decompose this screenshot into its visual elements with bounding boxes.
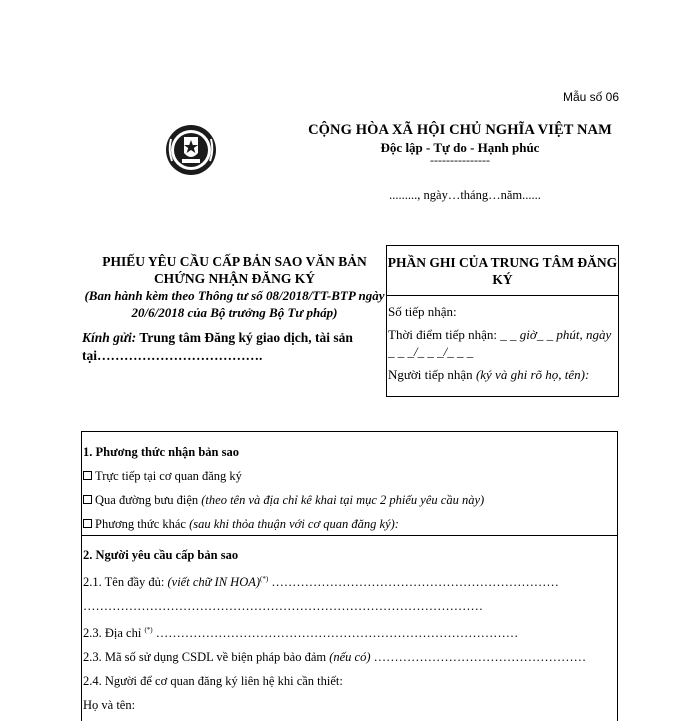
- date-line: ........., ngày…tháng…năm......: [389, 188, 541, 202]
- national-header: [300, 122, 620, 168]
- national-emblem-icon: [162, 123, 220, 177]
- address-label: 2.3. Địa chỉ: [83, 626, 142, 641]
- option-other-label: Phương thức khác: [95, 517, 186, 531]
- center-box-title: PHẦN GHI CỦA TRUNG TÂM ĐĂNG KÝ: [387, 246, 618, 296]
- request-title: PHIẾU YÊU CẦU CẤP BẢN SAO VĂN BẢN CHỨNG NHẬN ĐĂNG KÝ: [102, 254, 367, 286]
- country-name: CỘNG HÒA XÃ HỘI CHỦ NGHĨA VIỆT NAM: [308, 122, 612, 138]
- full-name-required-mark: (*): [260, 575, 269, 583]
- csdl-code-label: 2.3. Mã số sử dụng CSDL về biện pháp bảo đảm: [83, 650, 327, 665]
- form-number: Mẫu số 06: [563, 90, 620, 104]
- request-subtitle: (Ban hành kèm theo Thông tư số 08/2018/TT-BTP ngày 20/6/2018 của Bộ trưởng Bộ Tư pháp): [84, 288, 385, 320]
- option-post-label: Qua đường bưu điện: [95, 493, 199, 507]
- section-receive-method: [82, 432, 617, 536]
- full-name-row[interactable]: [83, 567, 617, 594]
- full-name-continuation[interactable]: ……………………………………………………………………………………: [83, 599, 483, 614]
- contact-person-label: 2.4. Người để cơ quan đăng ký liên hệ khi cần thiết:: [83, 674, 343, 689]
- request-form-table: [81, 431, 618, 721]
- option-post[interactable]: [83, 488, 617, 512]
- contact-name-label[interactable]: Họ và tên:: [83, 698, 136, 713]
- full-name-dots: ……………………………………………………………: [271, 575, 559, 590]
- checkbox-direct[interactable]: [83, 471, 92, 480]
- option-other-note: (sau khi thỏa thuận với cơ quan đăng ký):: [189, 517, 399, 531]
- addressee: [82, 329, 382, 365]
- checkbox-other[interactable]: [83, 519, 92, 528]
- option-other[interactable]: [83, 512, 617, 536]
- request-title-block: [82, 253, 387, 321]
- option-post-note: (theo tên và địa chỉ kê khai tại mục 2 phiếu yêu cầu này): [201, 493, 485, 507]
- csdl-code-note: (nếu có): [329, 650, 371, 665]
- receipt-time-label: Thời điểm tiếp nhận:: [388, 327, 498, 342]
- checkbox-post[interactable]: [83, 495, 92, 504]
- receipt-time-value: _ _ giờ_ _ phút, ngày _ _ _/_ _ _/_ _ _: [388, 327, 612, 359]
- address-dots: ……………………………………………………………………………: [155, 626, 519, 641]
- section-requester: [82, 536, 617, 717]
- section2-heading: 2. Người yêu cầu cấp bản sao: [83, 548, 239, 562]
- section1-heading: 1. Phương thức nhận bản sao: [83, 445, 239, 459]
- csdl-code-row[interactable]: [83, 645, 617, 669]
- address-row[interactable]: [83, 618, 617, 645]
- address-required-mark: (*): [144, 626, 153, 635]
- receipt-number-label: Số tiếp nhận:: [388, 304, 457, 319]
- addressee-label: Kính gửi:: [82, 330, 137, 345]
- option-direct[interactable]: [83, 464, 617, 488]
- addressee-text: Trung tâm Đăng ký giao dịch, tài sản tại……………………………….: [82, 330, 353, 363]
- receipt-time: [388, 326, 618, 360]
- receiver-note: (ký và ghi rõ họ, tên):: [475, 367, 590, 382]
- national-motto: Độc lập - Tự do - Hạnh phúc: [380, 140, 540, 155]
- csdl-code-dots: ……………………………………………: [373, 650, 587, 665]
- receiver: [388, 366, 618, 383]
- full-name-label: 2.1. Tên đầy đủ:: [83, 575, 165, 590]
- receiver-label: Người tiếp nhận: [388, 367, 473, 382]
- header-separator: ---------------: [430, 153, 490, 167]
- full-name-note: (viết chữ IN HOA): [167, 575, 261, 590]
- registration-center-box: [386, 245, 619, 397]
- option-direct-label: Trực tiếp tại cơ quan đăng ký: [95, 469, 242, 483]
